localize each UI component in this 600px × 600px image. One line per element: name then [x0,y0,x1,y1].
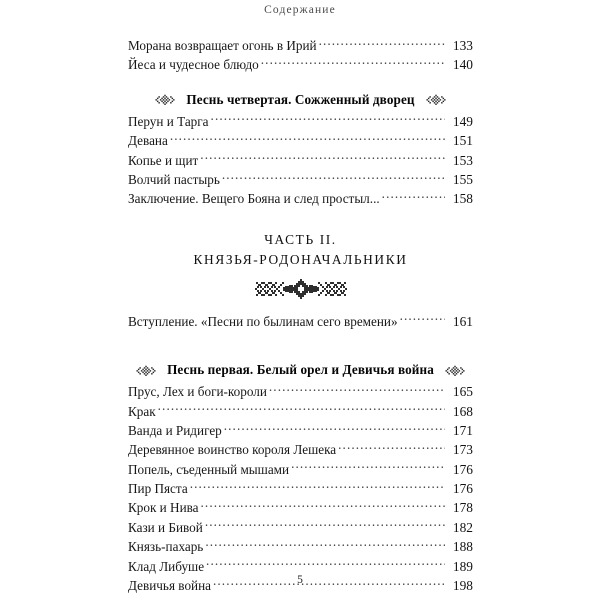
part-heading-title: КНЯЗЬЯ-РОДОНАЧАЛЬНИКИ [193,251,408,267]
toc-leader-dots [205,538,445,551]
toc-entry[interactable] [128,479,473,498]
toc-entry-page: 176 [452,461,473,477]
toc-entry-page: 151 [452,133,473,149]
toc-entry-title: Попель, съеденный мышами [128,461,290,477]
running-head: Содержание [264,4,336,16]
toc-entry-title: Пир Пяста [128,481,188,497]
toc-entry-title: Перун и Тарга [128,113,209,129]
toc-entry[interactable] [128,460,473,479]
slavic-rhombus-ornament-icon [152,94,178,105]
toc-leader-dots [319,37,445,50]
toc-leader-dots [291,461,445,474]
toc-entry-title: Йеса и чудесное блюдо [128,57,259,73]
section-spacer [128,331,473,345]
toc-entry[interactable] [128,131,473,150]
toc-leader-dots [382,190,445,203]
toc-entry-title: Деревянное воинство короля Лешека [128,442,337,458]
section-spacer [128,75,473,92]
toc-entry-title: Князь-пахарь [128,539,204,555]
toc-entry-page: 171 [452,422,473,438]
toc-entry-page: 133 [452,38,473,53]
toc-entry[interactable] [128,151,473,170]
song-section-title: Песнь четвертая. Сожженный дворец [186,91,415,107]
toc-entry-page: 149 [452,113,473,129]
slavic-rhombus-ornament-icon [442,365,468,376]
toc-leader-dots [269,383,445,396]
toc-entry-title: Копье и щит [128,152,199,168]
toc-leader-dots [205,519,445,532]
toc-leader-dots [338,441,445,454]
toc-entry[interactable] [128,170,473,189]
toc-entry-page: 182 [452,519,473,535]
part-heading [128,230,473,301]
toc-entry-page: 176 [452,481,473,497]
toc-content [128,36,473,595]
toc-entry-page: 198 [452,578,473,594]
part-heading-number: ЧАСТЬ II. [264,231,337,247]
toc-entry-title: Волчий пастырь [128,171,220,187]
toc-entry-title: Кази и Бивой [128,519,203,535]
toc-leader-dots [206,557,445,570]
toc-entry-title: Вступление. «Песни по былинам сего времени» [128,313,398,329]
slavic-rhombus-ornament-icon [423,94,449,105]
toc-entry-title: Заключение. Вещего Бояна и след простыл... [128,191,380,207]
toc-entry[interactable] [128,402,473,421]
page-number: 5 [297,574,303,586]
toc-leader-dots [170,132,445,145]
song-section-header [128,92,473,108]
toc-entry-page: 161 [452,313,473,329]
song-section-title: Песнь первая. Белый орел и Девичья война [167,362,434,378]
section-spacer [128,301,473,312]
toc-entry-page: 158 [452,191,473,207]
toc-leader-dots [224,422,445,435]
toc-leader-dots [200,151,445,164]
toc-entry[interactable] [128,537,473,556]
section-spacer [128,345,473,362]
toc-entry[interactable] [128,440,473,459]
toc-entry-title: Клад Либуше [128,558,205,574]
toc-entry-page: 178 [452,500,473,516]
toc-entry-title: Крок и Нива [128,500,199,516]
toc-leader-dots [261,56,445,69]
toc-entry-page: 155 [452,171,473,187]
slavic-rhombus-ornament-icon [133,365,159,376]
toc-leader-dots [211,113,445,126]
toc-entry[interactable] [128,36,473,55]
toc-entry[interactable] [128,518,473,537]
section-spacer [128,209,473,230]
toc-entry[interactable] [128,112,473,131]
toc-entry-page: 168 [452,403,473,419]
slavic-star-divider-ornament-icon [255,277,347,301]
toc-entry-title: Ванда и Ридигер [128,422,222,438]
toc-leader-dots [222,171,445,184]
toc-leader-dots [190,480,445,493]
toc-entry-page: 153 [452,152,473,168]
toc-entry[interactable] [128,498,473,517]
toc-leader-dots [400,313,445,326]
toc-entry-title: Морана возвращает огонь в Ирий [128,38,317,53]
toc-entry[interactable] [128,382,473,401]
toc-entry-page: 165 [452,384,473,400]
toc-entry-page: 189 [452,558,473,574]
toc-entry[interactable] [128,189,473,208]
toc-entry-title: Девана [128,133,168,149]
song-section-header [128,362,473,378]
toc-entry-title: Прус, Лех и боги-короли [128,384,267,400]
toc-entry-title: Девичья война [128,578,212,594]
toc-leader-dots [201,499,445,512]
toc-entry[interactable] [128,55,473,74]
toc-entry-page: 140 [452,57,473,73]
toc-entry[interactable] [128,312,473,331]
toc-entry-title: Крак [128,403,156,419]
toc-entry-page: 173 [452,442,473,458]
toc-leader-dots [158,402,445,415]
toc-entry[interactable] [128,421,473,440]
toc-entry-page: 188 [452,539,473,555]
